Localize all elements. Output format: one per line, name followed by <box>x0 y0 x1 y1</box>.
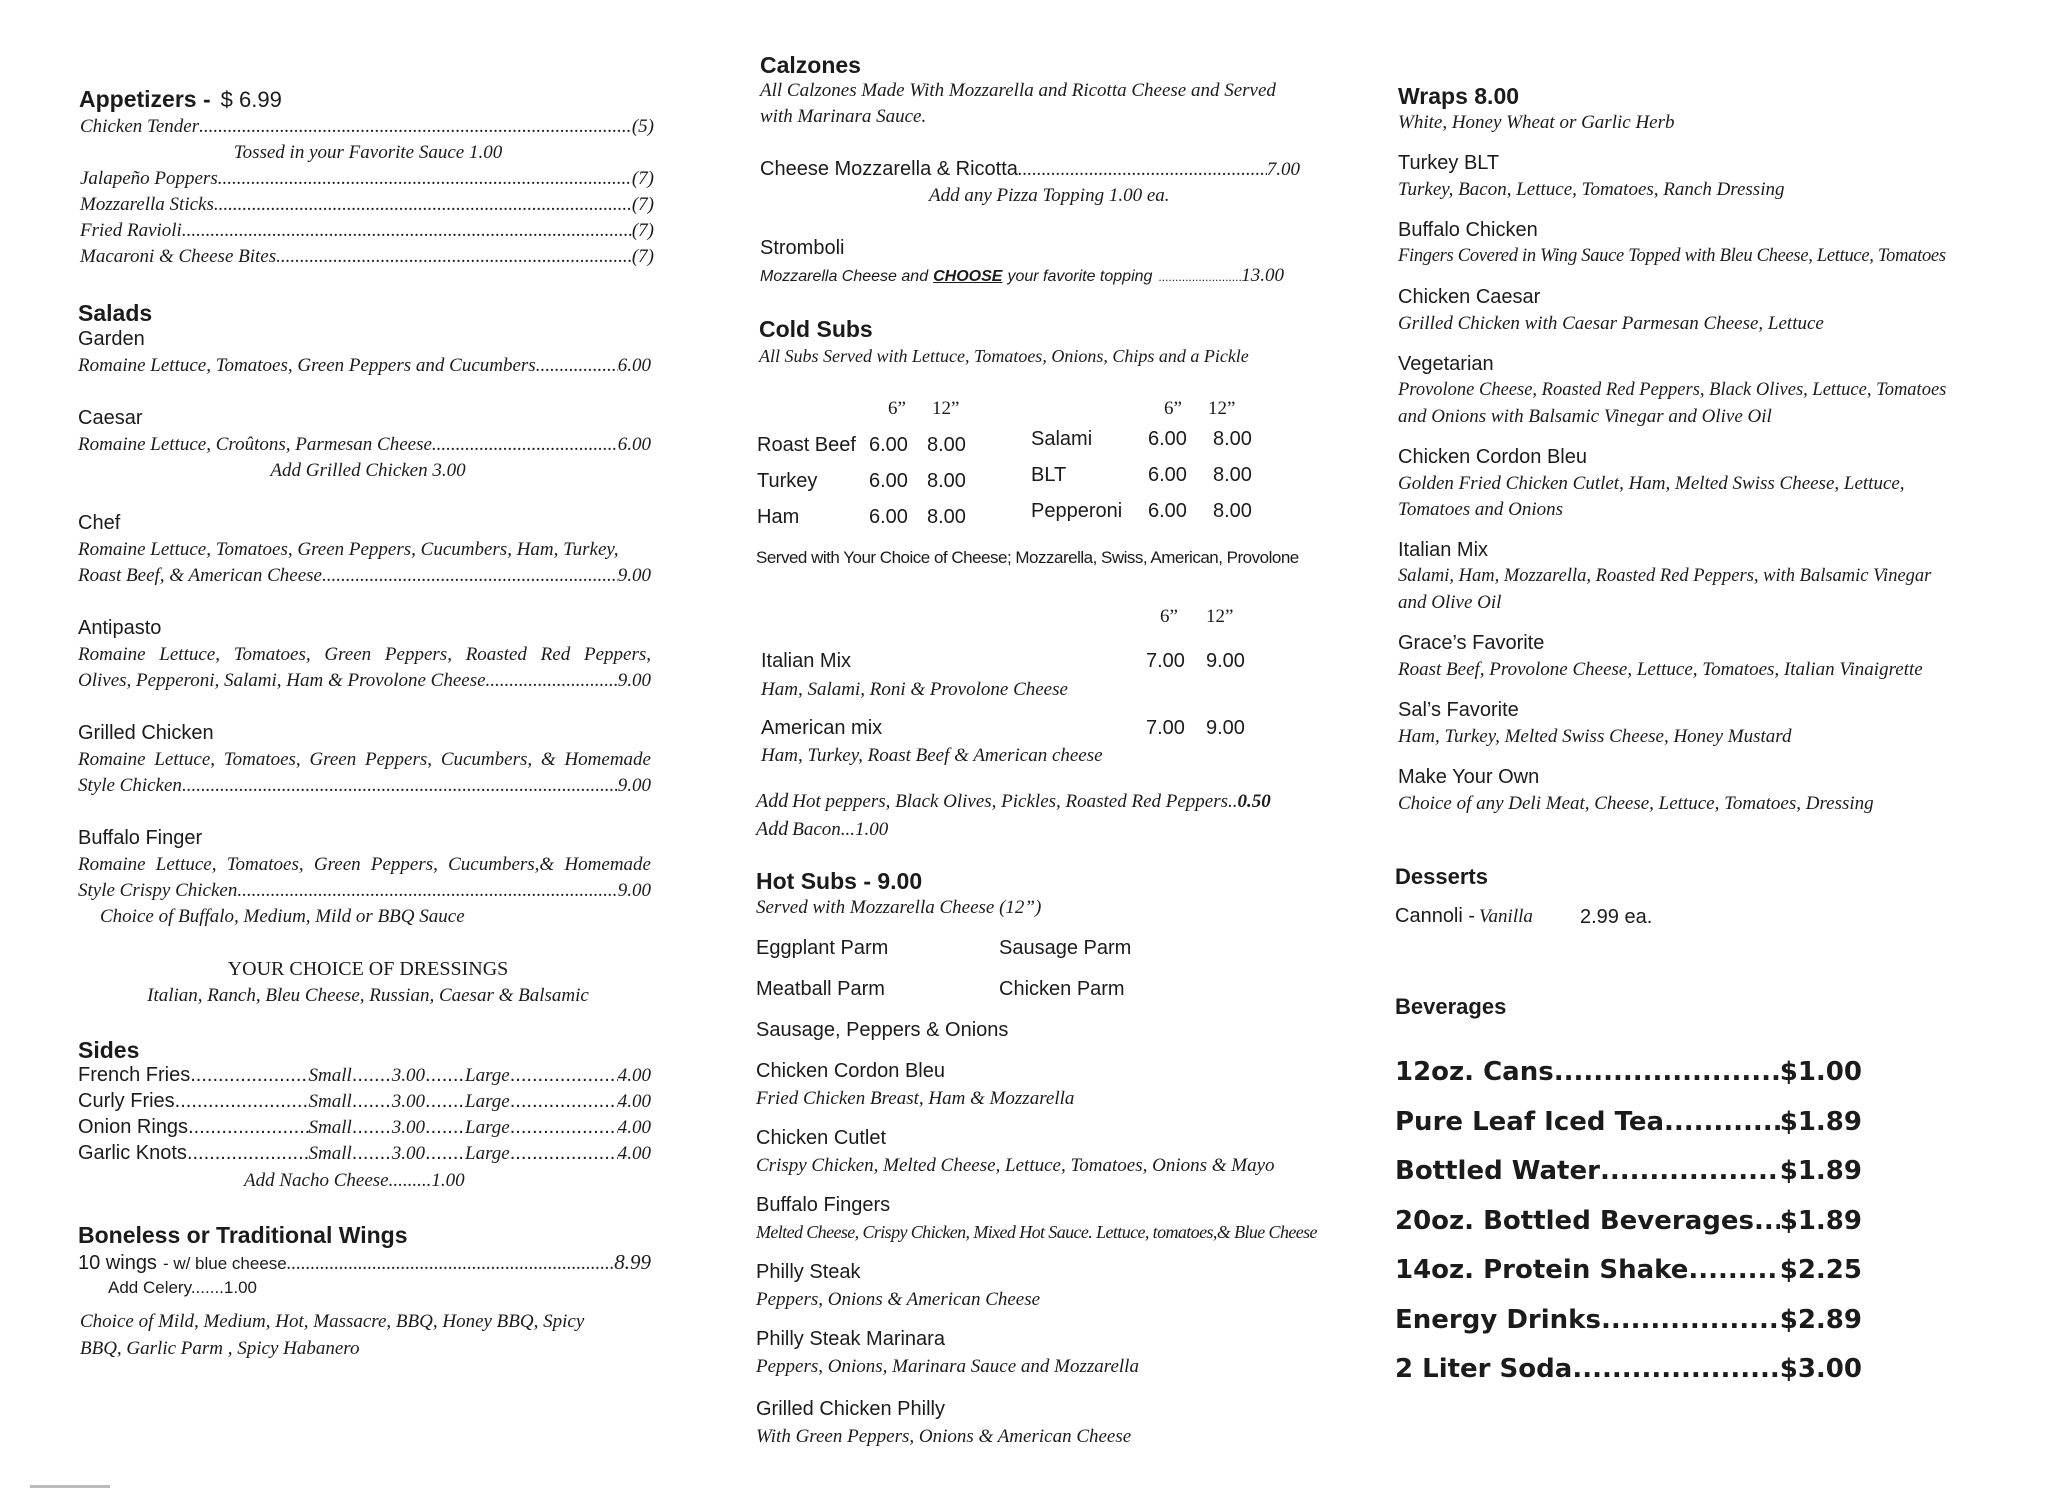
cold-sub-name: Italian Mix <box>761 650 852 672</box>
salad-desc: Romaine Lettuce, Tomatoes, Green Peppers, Cucumbers, Ham, Turkey, <box>78 539 619 560</box>
appetizer-sauce-note: Tossed in your Favorite Sauce 1.00 <box>233 142 503 163</box>
wrap-desc: Choice of any Deli Meat, Cheese, Lettuce, Tomatoes, Dressing <box>1398 793 1874 814</box>
salad-desc: Style Crispy Chicken ..... 9.00 <box>78 880 651 902</box>
menu-column-right <box>1395 0 1995 1489</box>
hot-sub-desc: Peppers, Onions, Marinara Sauce and Mozzarella <box>756 1356 1139 1377</box>
salad-desc: Olives, Pepperoni, Salami, Ham & Provolone Cheese ..... 9.00 <box>78 670 651 692</box>
cold-sub-name: Ham <box>757 506 800 528</box>
salad-desc: Romaine Lettuce, Croûtons, Parmesan Cheese ..... 6.00 <box>78 434 651 456</box>
hot-sub-name: Meatball Parm <box>756 978 885 1000</box>
salad-note: Choice of Buffalo, Medium, Mild or BBQ Sauce <box>100 906 465 927</box>
stromboli-desc: Mozzarella Cheese and CHOOSE your favorite topping ..... 13.00 <box>760 265 1284 287</box>
dressings-title: YOUR CHOICE OF DRESSINGS <box>227 958 509 980</box>
dessert-price: 2.99 ea. <box>1580 906 1653 928</box>
hot-sub-name: Chicken Cutlet <box>756 1127 887 1149</box>
beverages-title: Beverages <box>1395 994 1507 1019</box>
wrap-desc: Tomatoes and Onions <box>1398 499 1564 520</box>
sides-title: Sides <box>78 1037 140 1063</box>
cold-subs-cheese-note: Served with Your Choice of Cheese; Mozzarella, Swiss, American, Provolone <box>756 548 1299 567</box>
wrap-desc: Fingers Covered in Wing Sauce Topped with Bleu Cheese, Lettuce, Tomatoes <box>1398 246 1946 266</box>
salad-name: Chef <box>78 512 121 534</box>
cold-sub-price: 6.00 <box>1148 464 1187 486</box>
salad-note: Add Grilled Chicken 3.00 <box>270 460 466 481</box>
size-header: 6” <box>1164 398 1182 419</box>
cold-sub-name: Salami <box>1031 428 1093 450</box>
salad-desc: Romaine Lettuce, Tomatoes, Green Peppers, Cucumbers,& Homemade <box>78 854 651 875</box>
side-item: Onion Rings ..... Small ..... 3.00 ..... Large ..... 4.00 <box>78 1116 651 1142</box>
hot-sub-desc: Peppers, Onions & American Cheese <box>756 1289 1041 1310</box>
appetizer-item: Mozzarella Sticks ..... (7) <box>80 194 654 216</box>
beverage-item: Bottled Water ..... $1.89 <box>1395 1156 1862 1186</box>
wrap-name: Make Your Own <box>1398 766 1540 788</box>
wrap-desc: Roast Beef, Provolone Cheese, Lettuce, Tomatoes, Italian Vinaigrette <box>1398 659 1923 680</box>
appetizer-item: Macaroni & Cheese Bites ..... (7) <box>80 246 654 268</box>
menu-column-left <box>78 0 658 1489</box>
cold-sub-price: 8.00 <box>927 434 966 456</box>
salad-desc: Romaine Lettuce, Tomatoes, Green Peppers, Roasted Red Peppers, <box>78 644 651 665</box>
beverage-item: 12oz. Cans ..... $1.00 <box>1395 1057 1862 1087</box>
size-header: 6” <box>1160 606 1178 627</box>
cold-sub-price: 6.00 <box>1148 500 1187 522</box>
menu-column-middle <box>756 0 1316 1489</box>
cold-sub-price: 8.00 <box>1213 464 1252 486</box>
hot-subs-title: Hot Subs - 9.00 <box>756 868 923 894</box>
wrap-desc: Ham, Turkey, Melted Swiss Cheese, Honey Mustard <box>1398 726 1792 747</box>
desserts-title: Desserts <box>1395 864 1488 889</box>
salad-name: Caesar <box>78 407 143 429</box>
beverage-item: 2 Liter Soda ..... $3.00 <box>1395 1354 1862 1384</box>
cold-sub-price: 9.00 <box>1206 717 1245 739</box>
cold-sub-price: 8.00 <box>1213 428 1252 450</box>
size-header: 12” <box>1206 606 1234 627</box>
salad-desc: Style Chicken ..... 9.00 <box>78 775 651 797</box>
beverage-item: 20oz. Bottled Beverages.. ..... $1.89 <box>1395 1206 1862 1236</box>
hot-sub-name: Philly Steak <box>756 1261 861 1283</box>
cold-subs-desc: All Subs Served with Lettuce, Tomatoes, Onions, Chips and a Pickle <box>759 346 1249 366</box>
cold-subs-title: Cold Subs <box>759 316 873 342</box>
hot-sub-desc: With Green Peppers, Onions & American Cheese <box>756 1426 1132 1447</box>
beverage-item: Pure Leaf Iced Tea ..... $1.89 <box>1395 1107 1862 1137</box>
hot-sub-name: Chicken Parm <box>999 978 1125 1000</box>
wrap-desc: and Onions with Balsamic Vinegar and Olive Oil <box>1398 406 1772 427</box>
hot-sub-name: Sausage, Peppers & Onions <box>756 1019 1009 1041</box>
salad-desc: Roast Beef, & American Cheese ..... 9.00 <box>78 565 651 587</box>
hot-subs-desc: Served with Mozzarella Cheese (12”) <box>756 897 1042 918</box>
wrap-desc: and Olive Oil <box>1398 592 1502 613</box>
wrap-name: Grace’s Favorite <box>1398 632 1545 654</box>
calzone-item: Cheese Mozzarella & Ricotta ..... 7.00 <box>760 158 1300 181</box>
stromboli-title: Stromboli <box>760 237 845 259</box>
cold-sub-price: 8.00 <box>927 506 966 528</box>
appetizers-title: Appetizers - <box>79 86 211 112</box>
wrap-name: Chicken Cordon Bleu <box>1398 446 1587 468</box>
size-header: 6” <box>888 398 906 419</box>
cold-sub-name: BLT <box>1031 464 1067 486</box>
cold-sub-price: 7.00 <box>1146 650 1185 672</box>
salad-desc: Romaine Lettuce, Tomatoes, Green Peppers, Cucumbers, & Homemade <box>78 749 651 770</box>
calzones-title: Calzones <box>760 52 861 78</box>
beverage-item: 14oz. Protein Shake ..... $2.25 <box>1395 1255 1862 1285</box>
wings-choice: Choice of Mild, Medium, Hot, Massacre, BBQ, Honey BBQ, Spicy <box>80 1311 585 1332</box>
salad-desc: Romaine Lettuce, Tomatoes, Green Peppers and Cucumbers ..... 6.00 <box>78 355 651 377</box>
dessert-item: Cannoli - Vanilla <box>1395 905 1533 927</box>
cold-sub-price: 7.00 <box>1146 717 1185 739</box>
cold-subs-add-peppers: Add Hot peppers, Black Olives, Pickles, Roasted Red Peppers..0.50 <box>756 790 1271 812</box>
calzones-desc: with Marinara Sauce. <box>760 106 927 127</box>
hot-sub-name: Eggplant Parm <box>756 937 889 959</box>
appetizer-item: Jalapeño Poppers ..... (7) <box>80 168 654 190</box>
appetizers-price: $ 6.99 <box>220 87 282 112</box>
cold-sub-price: 8.00 <box>1213 500 1252 522</box>
cold-sub-price: 9.00 <box>1206 650 1245 672</box>
cold-sub-price: 8.00 <box>927 470 966 492</box>
cold-sub-name: American mix <box>761 717 883 739</box>
hot-sub-name: Philly Steak Marinara <box>756 1328 945 1350</box>
salads-title: Salads <box>78 300 153 326</box>
wrap-desc: Turkey, Bacon, Lettuce, Tomatoes, Ranch Dressing <box>1398 179 1785 200</box>
salad-name: Buffalo Finger <box>78 827 203 849</box>
side-item: Garlic Knots ..... Small ..... 3.00 ..... Large ..... 4.00 <box>78 1142 651 1168</box>
cold-sub-price: 6.00 <box>1148 428 1187 450</box>
dressings-list: Italian, Ranch, Bleu Cheese, Russian, Caesar & Balsamic <box>147 985 589 1006</box>
scan-edge-mark <box>30 1485 110 1488</box>
appetizer-item: Chicken Tender ..... (5) <box>80 116 654 138</box>
size-header: 12” <box>1208 398 1236 419</box>
wrap-desc: Salami, Ham, Mozzarella, Roasted Red Peppers, with Balsamic Vinegar <box>1398 566 1932 586</box>
wrap-desc: Grilled Chicken with Caesar Parmesan Cheese, Lettuce <box>1398 313 1824 334</box>
sides-list <box>78 1064 651 1168</box>
wrap-name: Turkey BLT <box>1398 152 1500 174</box>
side-item: Curly Fries ..... Small ..... 3.00 ..... Large ..... 4.00 <box>78 1090 651 1116</box>
wraps-title: Wraps 8.00 <box>1398 83 1520 109</box>
wings-title: Boneless or Traditional Wings <box>78 1222 408 1248</box>
cold-sub-price: 6.00 <box>869 434 908 456</box>
cold-sub-name: Pepperoni <box>1031 500 1123 522</box>
hot-sub-name: Grilled Chicken Philly <box>756 1398 945 1420</box>
wrap-desc: Golden Fried Chicken Cutlet, Ham, Melted Swiss Cheese, Lettuce, <box>1398 473 1905 494</box>
side-item: French Fries ..... Small ..... 3.00 ..... Large ..... 4.00 <box>78 1064 651 1090</box>
salad-name: Garden <box>78 328 145 350</box>
wrap-name: Vegetarian <box>1398 353 1494 375</box>
wrap-name: Chicken Caesar <box>1398 286 1541 308</box>
hot-sub-name: Chicken Cordon Bleu <box>756 1060 945 1082</box>
cold-sub-desc: Ham, Turkey, Roast Beef & American cheese <box>761 745 1103 766</box>
wings-celery: Add Celery.......1.00 <box>108 1278 257 1297</box>
wraps-desc: White, Honey Wheat or Garlic Herb <box>1398 112 1675 133</box>
cold-sub-name: Roast Beef <box>757 434 856 456</box>
wrap-name: Sal’s Favorite <box>1398 699 1519 721</box>
cold-sub-name: Turkey <box>757 470 818 492</box>
appetizers-heading <box>79 86 282 113</box>
wrap-desc: Provolone Cheese, Roasted Red Peppers, Black Olives, Lettuce, Tomatoes <box>1398 380 1947 400</box>
cold-sub-price: 6.00 <box>869 506 908 528</box>
calzone-note: Add any Pizza Topping 1.00 ea. <box>929 185 1170 206</box>
salad-name: Antipasto <box>78 617 162 639</box>
wings-choice: BBQ, Garlic Parm , Spicy Habanero <box>80 1338 360 1359</box>
calzones-desc: All Calzones Made With Mozzarella and Ricotta Cheese and Served <box>760 80 1276 101</box>
hot-sub-name: Sausage Parm <box>999 937 1132 959</box>
sides-note: Add Nacho Cheese.........1.00 <box>244 1170 465 1191</box>
salad-name: Grilled Chicken <box>78 722 214 744</box>
hot-sub-desc: Melted Cheese, Crispy Chicken, Mixed Hot Sauce. Lettuce, tomatoes,& Blue Cheese <box>756 1222 1317 1242</box>
cold-subs-add-bacon: Add Bacon...1.00 <box>756 818 889 840</box>
hot-sub-name: Buffalo Fingers <box>756 1194 891 1216</box>
appetizer-item: Fried Ravioli ..... (7) <box>80 220 654 242</box>
hot-sub-desc: Crispy Chicken, Melted Cheese, Lettuce, Tomatoes, Onions & Mayo <box>756 1155 1275 1176</box>
cold-sub-price: 6.00 <box>869 470 908 492</box>
wrap-name: Italian Mix <box>1398 539 1489 561</box>
hot-sub-desc: Fried Chicken Breast, Ham & Mozzarella <box>756 1088 1075 1109</box>
cold-sub-desc: Ham, Salami, Roni & Provolone Cheese <box>761 679 1068 700</box>
wrap-name: Buffalo Chicken <box>1398 219 1538 241</box>
wings-item: 10 wings - w/ blue cheese ..... 8.99 <box>78 1250 651 1275</box>
size-header: 12” <box>932 398 960 419</box>
beverage-item: Energy Drinks ..... $2.89 <box>1395 1305 1862 1335</box>
